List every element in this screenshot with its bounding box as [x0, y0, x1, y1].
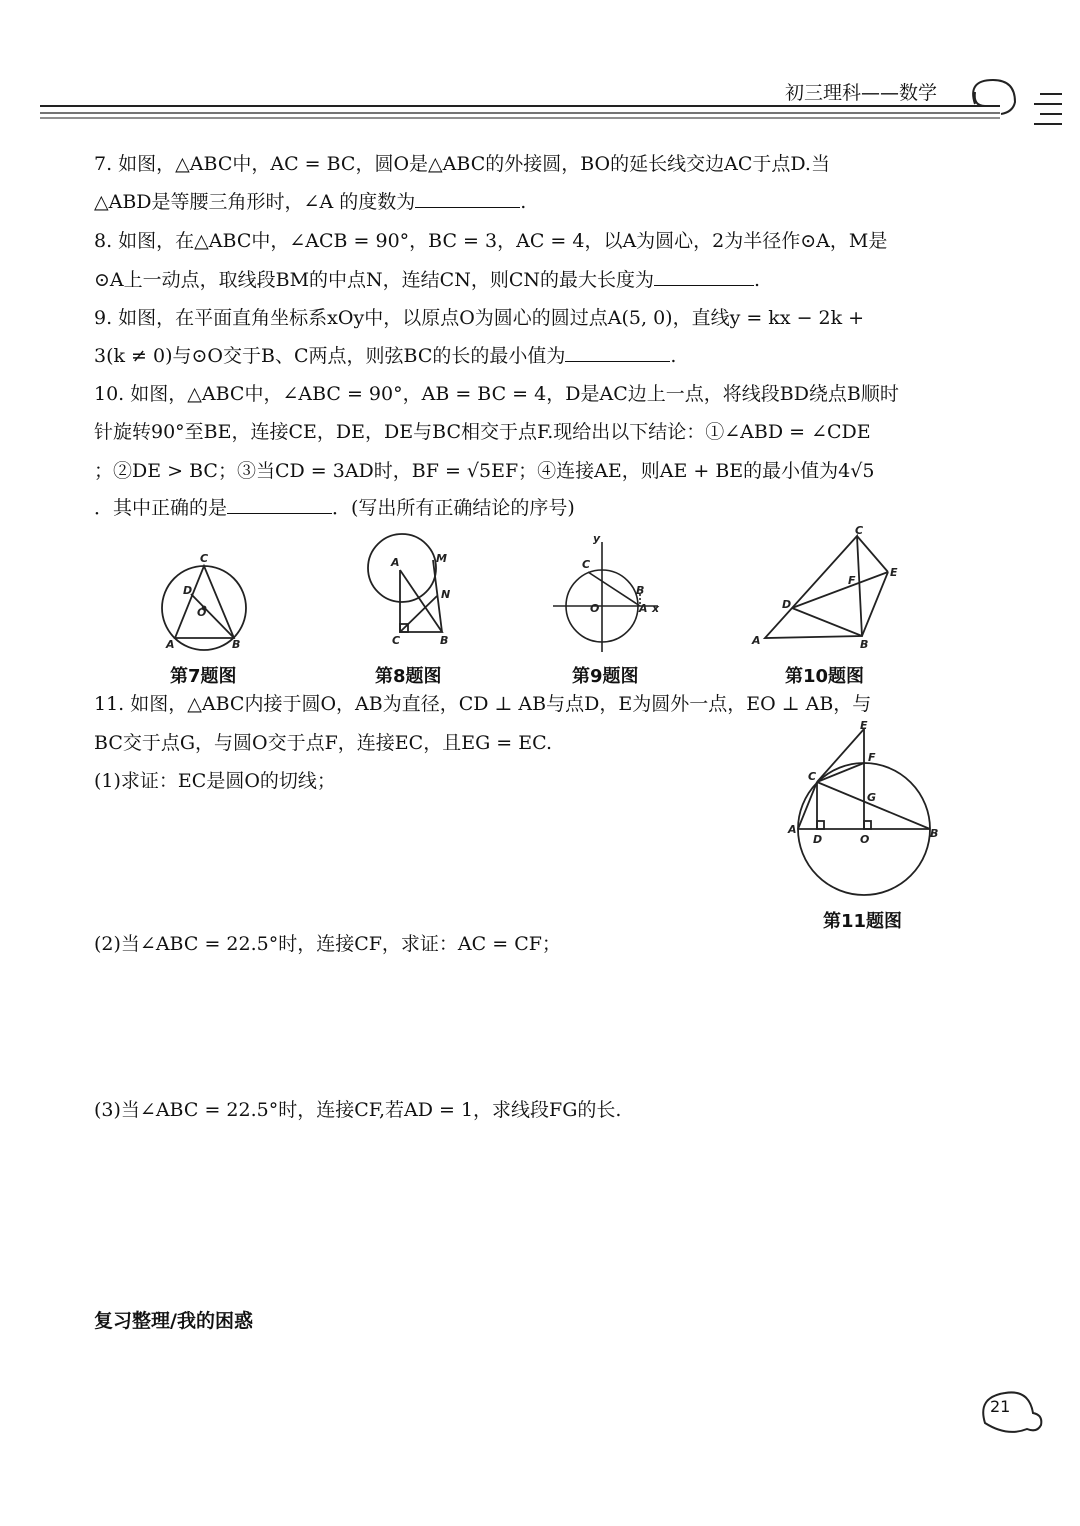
figure-11	[770, 715, 970, 915]
fig11-caption: 第11题图	[823, 911, 903, 932]
q7-line1: 7. 如图，△ABC中，AC = BC，圆O是△ABC的外接圆，BO的延长线交边AC于点D.当	[94, 153, 830, 175]
fig7-label-a: A	[166, 638, 175, 651]
fig11-label-a: A	[788, 823, 797, 836]
fig8-label-n: N	[441, 588, 451, 601]
q10-line4: ．其中正确的是 ．(写出所有正确结论的序号)	[94, 497, 575, 519]
q10-line2: 针旋转90°至BE，连接CE，DE，DE与BC相交于点F.现给出以下结论：①∠ABD = ∠CDE	[94, 421, 871, 443]
fig11-label-o: O	[860, 833, 870, 846]
q9-line2: 3(k ≠ 0)与⊙O交于B、C两点，则弦BC的长的最小值为 .	[94, 345, 677, 367]
page-number: 21	[990, 1397, 1011, 1416]
q11-part1: (1)求证：EC是圆O的切线；	[94, 770, 336, 792]
fig9-label-x: x	[652, 602, 660, 615]
fig7-label-d: D	[183, 584, 193, 597]
fig10-caption: 第10题图	[785, 666, 865, 687]
q8-line1: 8. 如图，在△ABC中，∠ACB = 90°，BC = 3，AC = 4，以A为圆心，2为半径作⊙A，M是	[94, 230, 888, 252]
figure-8	[368, 534, 442, 632]
fig9-label-a: A	[639, 602, 648, 615]
figures-row	[0, 520, 1080, 690]
fig9-label-c: C	[582, 558, 591, 571]
fig7-label-c: C	[200, 552, 209, 565]
fig10-label-e: E	[890, 566, 898, 579]
fig11-label-d: D	[813, 833, 823, 846]
q11-part3: (3)当∠ABC = 22.5°时，连接CF,若AD = 1，求线段FG的长.	[94, 1099, 622, 1121]
cloud-logo-icon	[973, 80, 1015, 114]
q9-line1: 9. 如图，在平面直角坐标系xOy中，以原点O为圆心的圆过点A(5, 0)，直线y = kx − 2k +	[94, 307, 865, 329]
q7-line2: △ABD是等腰三角形时，∠A 的度数为 .	[94, 191, 527, 213]
answer-blank[interactable]	[227, 513, 332, 514]
review-heading: 复习整理/我的困惑	[94, 1310, 253, 1332]
q8-line2: ⊙A上一动点，取线段BM的中点N，连结CN，则CN的最大长度为 .	[94, 269, 761, 291]
fig11-label-e: E	[860, 719, 868, 732]
fig11-label-g: G	[867, 791, 877, 804]
figure-10	[765, 536, 888, 638]
fig11-label-f: F	[868, 751, 876, 764]
answer-blank[interactable]	[565, 361, 670, 362]
fig8-label-b: B	[440, 634, 449, 647]
fig8-caption: 第8题图	[375, 666, 442, 687]
fig7-label-o: O	[197, 606, 207, 619]
fig10-label-a: A	[752, 634, 761, 647]
q11-line2: BC交于点G，与圆O交于点F，连接EC，且EG = EC.	[94, 732, 553, 754]
fig9-caption: 第9题图	[572, 666, 639, 687]
figure-9	[553, 542, 658, 652]
fig9-label-y: y	[593, 532, 601, 545]
menu-lines-icon	[1034, 94, 1062, 124]
fig10-label-b: B	[860, 638, 869, 651]
header-title: 初三理科——数学	[785, 82, 938, 104]
fig7-label-b: B	[232, 638, 241, 651]
fig10-label-f: F	[848, 574, 856, 587]
fig8-label-a: A	[391, 556, 400, 569]
q11-part2: (2)当∠ABC = 22.5°时，连接CF，求证：AC = CF；	[94, 933, 561, 955]
fig8-label-m: M	[436, 552, 447, 565]
fig10-label-d: D	[782, 598, 792, 611]
q10-line3: ；②DE > BC；③当CD = 3AD时，BF = √5EF；④连接AE，则AE + BE的最小值为4√5	[94, 460, 875, 482]
answer-blank[interactable]	[654, 285, 754, 286]
fig7-caption: 第7题图	[170, 666, 237, 687]
header-decoration	[0, 0, 1080, 140]
q10-line1: 10. 如图，△ABC中，∠ABC = 90°，AB = BC = 4，D是AC边上一点，将线段BD绕点B顺时	[94, 383, 899, 405]
fig10-label-c: C	[855, 524, 864, 537]
answer-blank[interactable]	[415, 207, 520, 208]
fig9-label-b: B	[636, 584, 645, 597]
fig9-label-o: O	[590, 602, 600, 615]
q11-line1: 11. 如图，△ABC内接于圆O，AB为直径，CD ⊥ AB与点D，E为圆外一点，EO ⊥ AB，与	[94, 693, 872, 715]
fig11-label-b: B	[930, 827, 939, 840]
fig11-label-c: C	[808, 770, 817, 783]
fig8-label-c: C	[392, 634, 401, 647]
